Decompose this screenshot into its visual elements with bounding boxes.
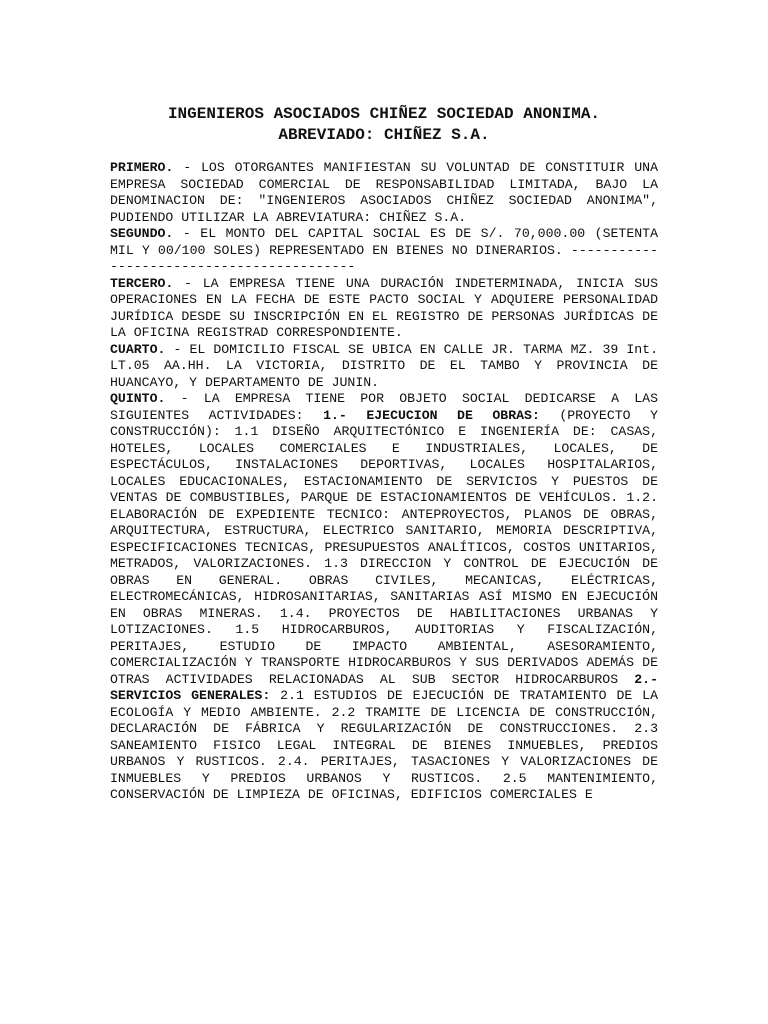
- clause-quinto-label: QUINTO.: [110, 391, 166, 406]
- clause-primero: [110, 160, 658, 226]
- title-line-2: ABREVIADO: CHIÑEZ S.A.: [278, 126, 490, 144]
- document-body: [110, 160, 658, 804]
- clause-cuarto: [110, 342, 658, 392]
- clause-tercero-text: - LA EMPRESA TIENE UNA DURACIÓN INDETERMINADA, INICIA SUS OPERACIONES EN LA FECHA DE ESTE PACTO SOCIAL Y ADQUIERE PERSONALIDAD JURÍDICA DESDE SU INSCRIPCIÓN EN EL REGISTRO DE PERSONAS JURÍDICAS DE LA OFICINA REGISTRAD CORRESPONDIENTE.: [110, 275, 658, 340]
- item-2-text: 2.1 ESTUDIOS DE EJECUCIÓN DE TRATAMIENTO DE LA ECOLOGÍA Y MEDIO AMBIENTE. 2.2 TRAMITE DE LICENCIA DE CONSTRUCCIÓN, DECLARACIÓN DE FÁBRICA Y REGULARIZACIÓN DE CONSTRUCCIONES. 2.3 SANEAMIENTO FISICO LEGAL INTEGRAL DE BIENES INMUEBLES, PREDIOS URBANOS Y RUSTICOS. 2.4. PERITAJES, TASACIONES Y VALORIZACIONES DE INMUEBLES Y PREDIOS URBANOS Y RUSTICOS. 2.5 MANTENIMIENTO, CONSERVACIÓN DE LIMPIEZA DE OFICINAS, EDIFICIOS COMERCIALES E: [110, 688, 658, 802]
- item-2-label: 2.- SERVICIOS GENERALES:: [110, 671, 658, 703]
- item-1-label: 1.- EJECUCION DE OBRAS:: [323, 407, 540, 423]
- document-title: [110, 104, 658, 146]
- clause-cuarto-label: CUARTO.: [110, 341, 166, 357]
- clause-cuarto-text: - EL DOMICILIO FISCAL SE UBICA EN CALLE JR. TARMA MZ. 39 Int. LT.05 AA.HH. LA VICTORIA, DISTRITO DE EL TAMBO Y PROVINCIA DE HUANCAYO, Y DEPARTAMENTO DE JUNIN.: [110, 341, 658, 390]
- clause-segundo-label: SEGUNDO.: [110, 226, 174, 241]
- clause-primero-label: PRIMERO.: [110, 160, 174, 175]
- item-1-text: (PROYECTO Y CONSTRUCCIÓN): 1.1 DISEÑO ARQUITECTÓNICO E INGENIERÍA DE: CASAS, HOTELES, LOCALES COMERCIALES E INDUSTRIALES, LOCALES, DE ESPECTÁCULOS, INSTALACIONES DEPORTIVAS, LOCALES HOSPITALARIOS, LOCALES EDUCACIONALES, ESTACIONAMIENTO DE SERVICIOS Y PUESTOS DE VENTAS DE COMBUSTIBLES, PARQUE DE ESTACIONAMIENTOS DE VEHÍCULOS. 1.2. ELABORACIÓN DE EXPEDIENTE TECNICO: ANTEPROYECTOS, PLANOS DE OBRAS, ARQUITECTURA, ESTRUCTURA, ELECTRICO SANITARIO, MEMORIA DESCRIPTIVA, ESPECIFICACIONES TECNICAS, PRESUPUESTOS ANALÍTICOS, COSTOS UNITARIOS, METRADOS, VALORIZACIONES. 1.3 DIRECCION Y CONTROL DE EJECUCIÓN DE OBRAS EN GENERAL. OBRAS CIVILES, MECANICAS, ELÉCTRICAS, ELECTROMECÁNICAS, HIDROSANITARIAS, SANITARIAS ASÍ MISMO EN EJECUCIÓN EN OBRAS MINERAS. 1.4. PROYECTOS DE HABILITACIONES URBANAS Y LOTIZACIONES. 1.5 HIDROCARBUROS, AUDITORIAS Y FISCALIZACIÓN, PERITAJES, ESTUDIO DE IMPACTO AMBIENTAL, ASESORAMIENTO, COMERCIALIZACIÓN Y TRANSPORTE HIDROCARBUROS Y SUS DERIVADOS ADEMÁS DE OTRAS ACTIVIDADES RELACIONADAS AL SUB SECTOR HIDROCARBUROS: [110, 407, 658, 687]
- title-line-1: INGENIEROS ASOCIADOS CHIÑEZ SOCIEDAD ANONIMA.: [167, 105, 601, 123]
- clause-primero-text: - LOS OTORGANTES MANIFIESTAN SU VOLUNTAD DE CONSTITUIR UNA EMPRESA SOCIEDAD COMERCIAL DE RESPONSABILIDAD LIMITADA, BAJO LA DENOMINACION DE: "INGENIEROS ASOCIADOS CHIÑEZ SOCIEDAD ANONIMA", PUDIENDO UTILIZAR LA ABREVIATURA: CHIÑEZ S.A.: [110, 160, 658, 225]
- clause-segundo: [110, 226, 658, 276]
- clause-quinto-text: - LA EMPRESA TIENE POR OBJETO SOCIAL DEDICARSE A LAS SIGUIENTES ACTIVIDADES:: [110, 391, 658, 423]
- clause-tercero: [110, 276, 658, 342]
- clause-quinto: [110, 391, 658, 804]
- clause-segundo-text: - EL MONTO DEL CAPITAL SOCIAL ES DE S/. 70,000.00 (SETENTA MIL Y 00/100 SOLES) REPRESENTADO EN BIENES NO DINERARIOS. ------------------------------------------: [110, 226, 658, 274]
- clause-tercero-label: TERCERO.: [110, 275, 174, 291]
